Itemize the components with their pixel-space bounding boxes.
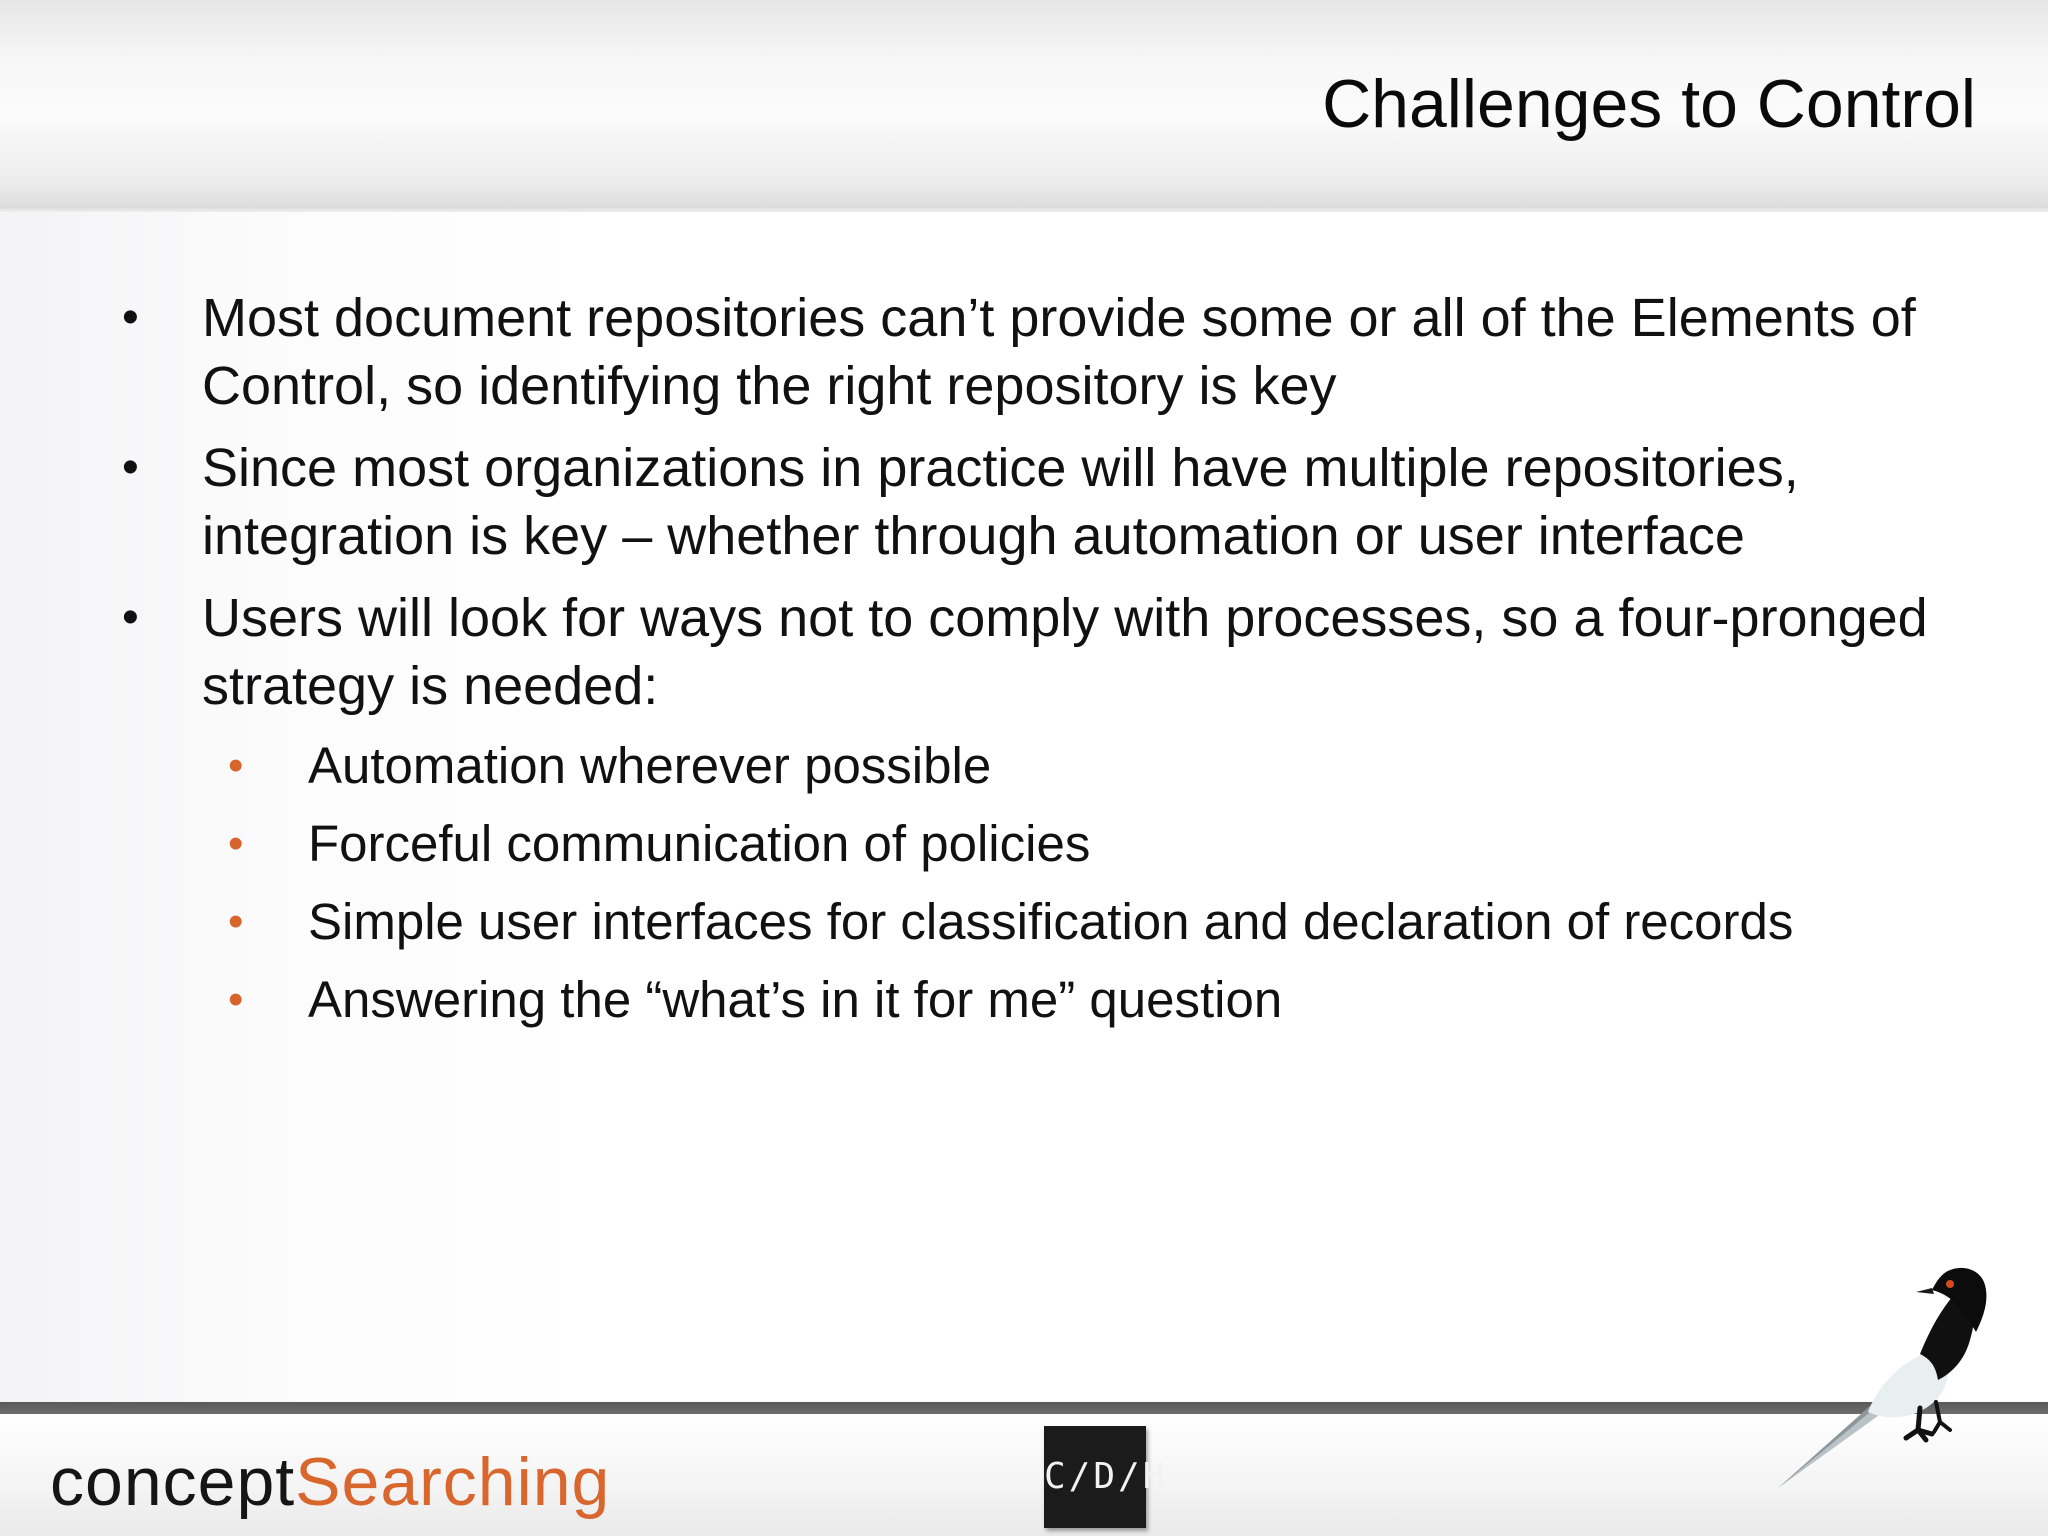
- header-divider: [0, 206, 2048, 212]
- sub-bullet-item: [222, 890, 1978, 954]
- bullet-text: Users will look for ways not to comply with processes, so a four-pronged strategy is needed:: [202, 588, 1928, 716]
- bullet-item: [118, 584, 1978, 720]
- bullet-list: [118, 284, 1978, 1046]
- brand-text-searching: Searching: [295, 1444, 611, 1520]
- sub-bullet-marker: •: [228, 897, 244, 946]
- bullet-text: Most document repositories can’t provide some or all of the Elements of Control, so identifying the right repository is key: [202, 288, 1916, 416]
- sub-bullet-text: Forceful communication of policies: [308, 815, 1091, 872]
- concept-searching-logo: [50, 1440, 610, 1524]
- sub-bullet-list: [118, 734, 1978, 1032]
- cdh-logo: C/D/H: [1044, 1426, 1146, 1528]
- sub-bullet-text: Automation wherever possible: [308, 737, 992, 794]
- sub-bullet-item: [222, 968, 1978, 1032]
- sub-bullet-item: [222, 734, 1978, 798]
- magpie-bird-icon: [1770, 1262, 1990, 1492]
- bullet-marker: •: [122, 291, 139, 344]
- slide-title: Challenges to Control: [1322, 66, 1976, 142]
- bullet-item: [118, 434, 1978, 570]
- sub-bullet-text: Simple user interfaces for classification and declaration of records: [308, 893, 1794, 950]
- bullet-text: Since most organizations in practice will have multiple repositories, integration is key – whether through automation or user interface: [202, 438, 1799, 566]
- sub-bullet-marker: •: [228, 741, 244, 790]
- bullet-item: [118, 284, 1978, 420]
- bullet-marker: •: [122, 591, 139, 644]
- sub-bullet-marker: •: [228, 975, 244, 1024]
- sub-bullet-text: Answering the “what’s in it for me” question: [308, 971, 1283, 1028]
- bullet-marker: •: [122, 441, 139, 494]
- brand-text-concept: concept: [50, 1444, 296, 1520]
- footer-divider: [0, 1402, 2048, 1414]
- sub-bullet-marker: •: [228, 819, 244, 868]
- sub-bullet-item: [222, 812, 1978, 876]
